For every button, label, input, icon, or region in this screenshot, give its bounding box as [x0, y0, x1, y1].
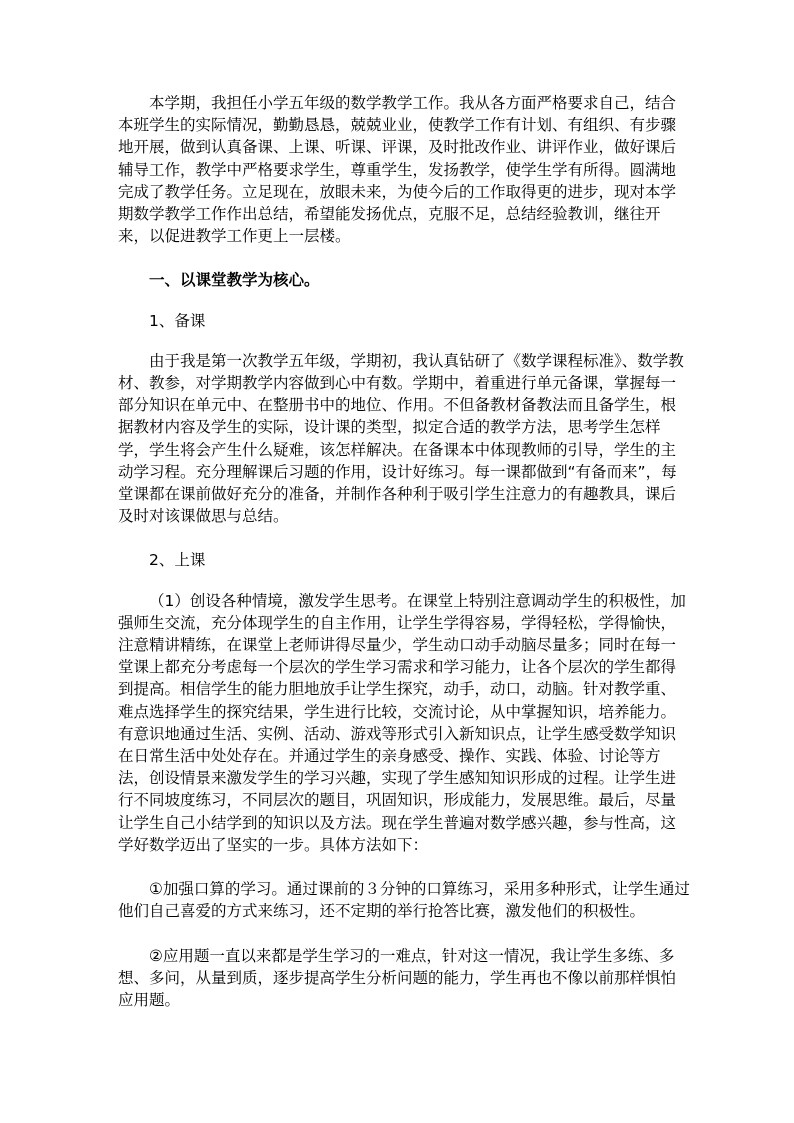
subheading-prep: 1、备课: [149, 311, 206, 330]
method-item-2: ②应用题一直以来都是学生学习的一难点，针对这一情况，我让学生多练、多想、多问，从量到质，逐步提高学生分析问题的能力，学生再也不像以前那样惧怕应用题。: [118, 946, 677, 1009]
class-paragraph: （1）创设各种情境，激发学生思考。在课堂上特别注意调动学生的积极性，加强师生交流，充分体现学生的自主作用，让学生学得容易，学得轻松，学得愉快，注意精讲精练，在课堂上老师讲得尽量少，学生动口动手动脑尽量多；同时在每一堂课上都充分考虑每一个层次的学生学习需求和学习能力，让各个层次的学生都得到提高。相信学生的能力胆地放手让学生探究，动手，动口，动脑。针对教学重、难点选择学生的探究结果，学生进行比较，交流讨论，从中掌握知识，培养能力。有意识地通过生活、实例、活动、游戏等形式引入新知识点，让学生感受数学知识在日常生活中处处存在。并通过学生的亲身感受、操作、实践、体验、讨论等方法，创设情景来激发学生的学习兴趣，实现了学生感知知识形成的过程。让学生进行不同坡度练习，不同层次的题目，巩固知识，形成能力，发展思维。最后，尽量让学生自己小结学到的知识以及方法。现在学生普遍对数学感兴趣，参与性高，这学好数学迈出了坚实的一步。具体方法如下：: [118, 591, 686, 854]
prep-paragraph: 由于我是第一次教学五年级，学期初，我认真钻研了《数学课程标准》、数学教材、教参，对学期教学内容做到心中有数。学期中，着重进行单元备课，掌握每一部分知识在单元中、在整册书中的地位、作用。不但备教材备教法而且备学生，根据教材内容及学生的实际，设计课的类型，拟定合适的教学方法，思考学生怎样学，学生将会产生什么疑难，该怎样解决。在备课本中体现教师的引导，学生的主动学习程。充分理解课后习题的作用，设计好练习。每一课都做到“有备而来”，每堂课都在课前做好充分的准备，并制作各种利于吸引学生注意力的有趣教具，课后及时对该课做思与总结。: [118, 351, 684, 526]
intro-paragraph: 本学期，我担任小学五年级的数学教学工作。我从各方面严格要求自己，结合本班学生的实际情况，勤勤恳恳，兢兢业业，使教学工作有计划、有组织、有步骤地开展，做到认真备课、上课、听课、评课，及时批改作业、讲评作业，做好课后辅导工作，教学中严格要求学生，尊重学生，发扬教学，使学生学有所得。圆满地完成了教学任务。立足现在，放眼未来，为使今后的工作取得更的进步，现对本学期数学教学工作作出总结，希望能发扬优点，克服不足，总结经验教训，继往开来，以促进教学工作更上一层楼。: [118, 94, 677, 246]
method-item-1: ①加强口算的学习。通过课前的３分钟的口算练习，采用多种形式，让学生通过他们自己喜爱的方式来练习，还不定期的举行抢答比赛，激发他们的积极性。: [118, 880, 690, 921]
section-heading-1: 一、以课堂教学为核心。: [149, 271, 320, 290]
subheading-class: 2、上课: [149, 551, 206, 570]
